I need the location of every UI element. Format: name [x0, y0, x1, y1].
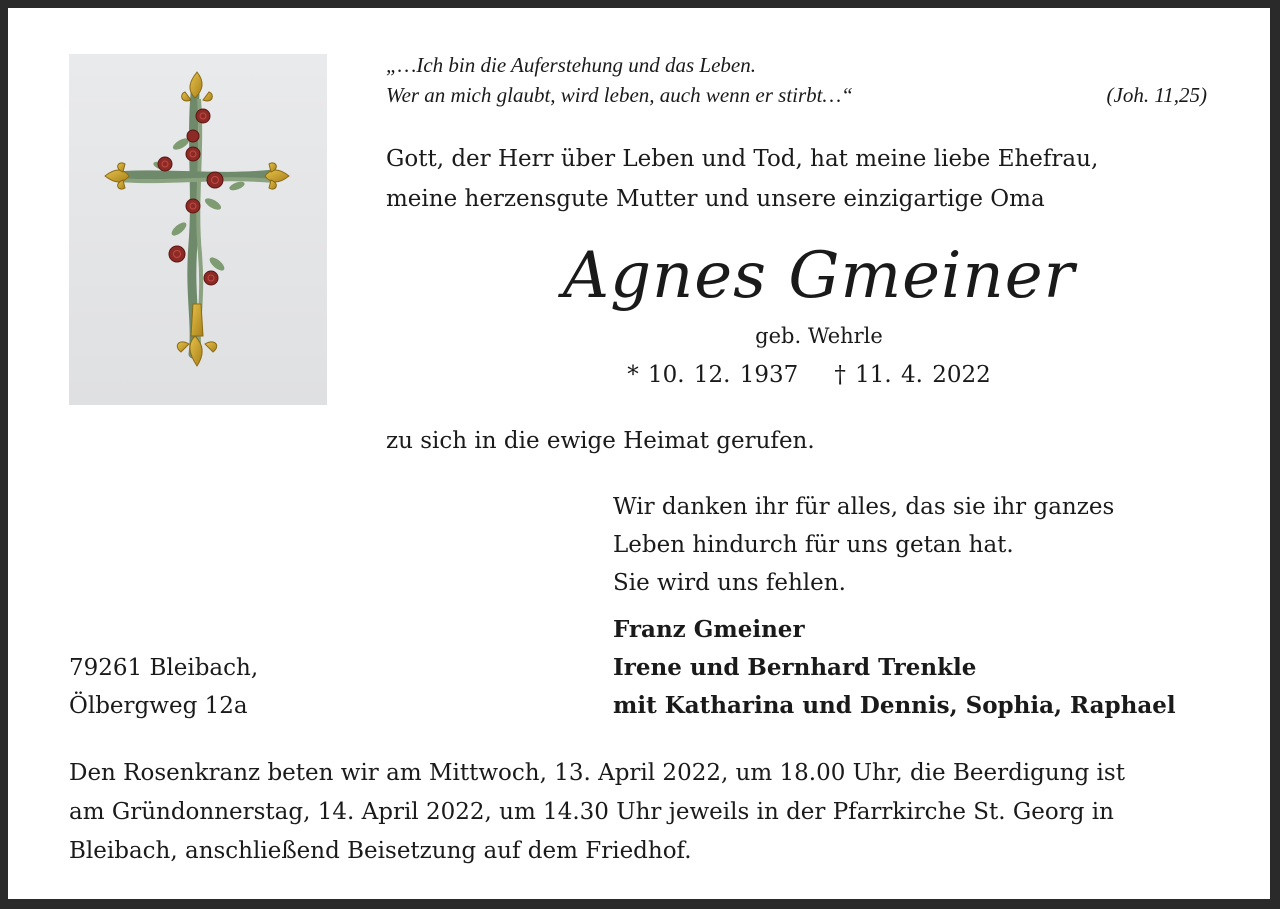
mourner-line-2: Irene und Bernhard Trenkle [613, 654, 977, 681]
obituary-page [8, 8, 1270, 899]
thanks-line-1: Wir danken ihr für alles, das sie ihr ganzes [613, 494, 1115, 520]
intro-line-1: Gott, der Herr über Leben und Tod, hat meine liebe Ehefrau, [386, 146, 1099, 172]
notice-line-3: Bleibach, anschließend Beisetzung auf dem Friedhof. [69, 838, 692, 864]
birth-date: * 10. 12. 1937 [627, 362, 799, 388]
quote-line-1: „…Ich bin die Auferstehung und das Leben. [386, 53, 757, 77]
thanks-text [613, 488, 1213, 602]
mourners [613, 611, 1233, 725]
mourner-line-1: Franz Gmeiner [613, 616, 805, 643]
mourner-line-3: mit Katharina und Dennis, Sophia, Raphael [613, 692, 1176, 719]
deceased-name: Agnes Gmeiner [562, 239, 1076, 313]
address [69, 649, 469, 725]
death-date: † 11. 4. 2022 [834, 362, 991, 388]
quote-reference: (Joh. 11,25) [1106, 83, 1207, 107]
cross-photo [69, 54, 327, 405]
address-line-2: Ölbergweg 12a [69, 693, 248, 719]
bible-quote [386, 50, 1212, 110]
maiden-name: geb. Wehrle [755, 324, 883, 348]
notice-line-2: am Gründonnerstag, 14. April 2022, um 14.30 Uhr jeweils in der Pfarrkirche St. Georg in [69, 799, 1114, 825]
called-home-text: zu sich in die ewige Heimat gerufen. [386, 428, 815, 454]
life-dates [386, 358, 1222, 392]
quote-line-2: Wer an mich glaubt, wird leben, auch wenn er stirbt…“ [386, 83, 853, 107]
intro-text [386, 139, 1212, 219]
thanks-line-3: Sie wird uns fehlen. [613, 570, 846, 596]
thanks-line-2: Leben hindurch für uns getan hat. [613, 532, 1014, 558]
funeral-notice [69, 754, 1219, 871]
cross-with-roses-icon [69, 54, 327, 405]
intro-line-2: meine herzensgute Mutter und unsere einzigartige Oma [386, 186, 1045, 212]
address-line-1: 79261 Bleibach, [69, 655, 259, 681]
notice-line-1: Den Rosenkranz beten wir am Mittwoch, 13. April 2022, um 18.00 Uhr, die Beerdigung ist [69, 760, 1125, 786]
